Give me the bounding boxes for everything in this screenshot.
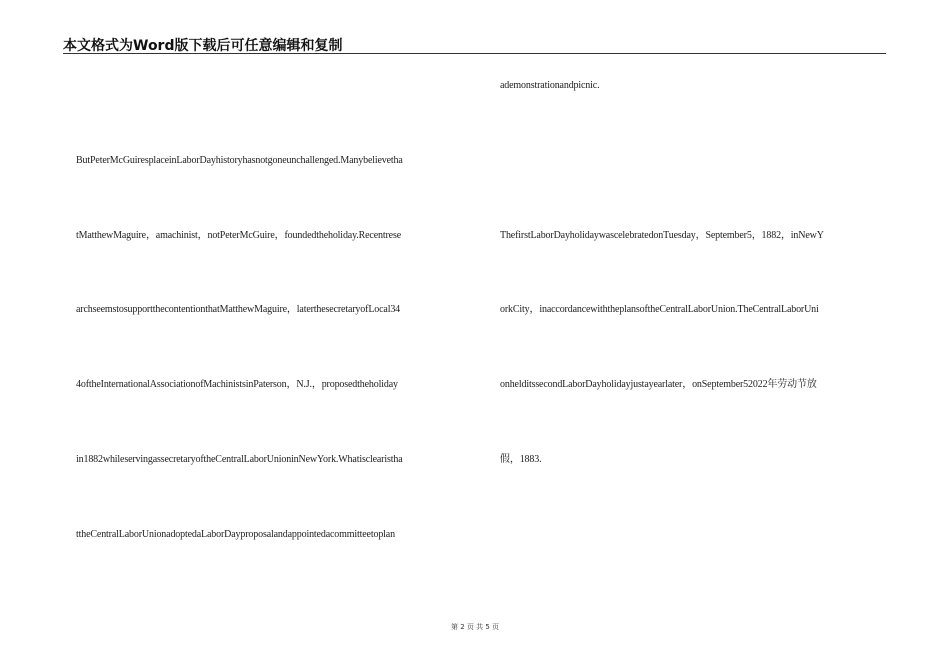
page-number: 第 2 页 共 5 页: [450, 623, 500, 631]
text-line: ThefirstLaborDayholidaywascelebratedonTuesday，September5，1882，inNewY: [500, 230, 824, 241]
header-title: 本文格式为Word版下载后可任意编辑和复制: [63, 38, 343, 54]
page-header: [63, 31, 886, 54]
text-line: ademonstrationandpicnic.: [500, 80, 600, 91]
text-line: orkCity，inaccordancewiththeplansoftheCentralLaborUnion.TheCentralLaborUni: [500, 304, 819, 315]
text-line: 假，1883.: [500, 454, 542, 465]
text-line: onhelditssecondLaborDayholidayjustayearlater，onSeptember52022年劳动节放: [500, 379, 817, 390]
text-line: ttheCentralLaborUnionadoptedaLaborDayproposalandappointedacommitteetoplan: [76, 529, 395, 540]
text-line: ButPeterMcGuiresplaceinLaborDayhistoryhasnotgoneunchallenged.Manybelievetha: [76, 155, 403, 166]
text-line: tMatthewMaguire，amachinist，notPeterMcGuire，foundedtheholiday.Recentrese: [76, 230, 401, 241]
text-line: 4oftheInternationalAssociationofMachinistsinPaterson，N.J.，proposedtheholiday: [76, 379, 398, 390]
text-line: archseemstosupportthecontentionthatMatthewMaguire，laterthesecretaryofLocal34: [76, 304, 401, 315]
text-line: in1882whileservingassecretaryoftheCentralLaborUnioninNewYork.Whatisclearistha: [76, 454, 403, 465]
